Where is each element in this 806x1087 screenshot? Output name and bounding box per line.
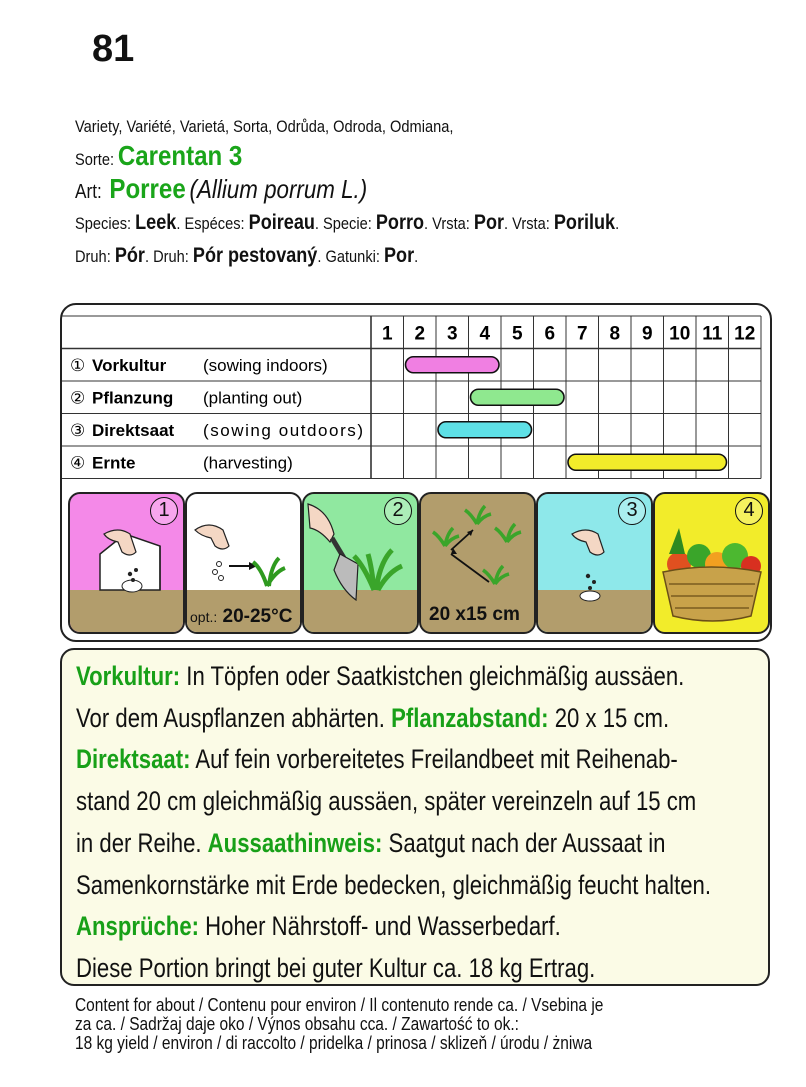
calendar-row bbox=[70, 388, 564, 407]
step-tile-sowing-outdoors bbox=[536, 492, 653, 634]
row-name: Ernte bbox=[92, 453, 136, 473]
footer-line: za ca. / Sadržaj daje oko / Výnos obsahu cca. / Zawartość to ok.: bbox=[75, 1014, 519, 1034]
calendar-grid bbox=[62, 305, 770, 490]
month-label: 2 bbox=[414, 323, 426, 345]
month-label: 7 bbox=[576, 323, 588, 345]
art-label: Art: bbox=[75, 181, 102, 203]
aussaathinweis-label: Aussaathinweis: bbox=[207, 827, 383, 858]
temperature-value: 20-25°C bbox=[222, 606, 293, 627]
art-latin: (Allium porrum L.) bbox=[189, 174, 368, 204]
month-label: 8 bbox=[609, 323, 621, 345]
sowing-calendar-panel bbox=[60, 303, 772, 642]
pflanzabstand-text: 20 x 15 cm. bbox=[548, 702, 670, 733]
season-bar bbox=[406, 357, 500, 373]
row-name: Vorkultur bbox=[92, 355, 167, 375]
month-label: 10 bbox=[669, 323, 691, 345]
calendar-row bbox=[70, 453, 727, 472]
step-tile-germination-temperature bbox=[185, 492, 302, 634]
row-name: Direktsaat bbox=[92, 420, 175, 440]
species-label: Species: bbox=[75, 214, 132, 233]
instruction-text: in der Reihe. bbox=[76, 827, 208, 858]
month-label: 9 bbox=[641, 323, 653, 345]
row-description: (sowing indoors) bbox=[203, 355, 328, 375]
ansprueche-label: Ansprüche: bbox=[76, 911, 200, 942]
vorkultur-text: In Töpfen oder Saatkistchen gleichmäßig aussäen. bbox=[180, 661, 685, 691]
species-label: Specie: bbox=[323, 214, 372, 233]
month-label: 5 bbox=[511, 323, 523, 345]
step-number-badge: 1 bbox=[150, 497, 178, 525]
species-label: Gatunki: bbox=[325, 247, 380, 266]
spacing-caption: 20 x15 cm bbox=[429, 604, 520, 625]
row-description: (planting out) bbox=[203, 388, 303, 408]
species-value: Pór pestovaný bbox=[192, 244, 318, 267]
species-value: Leek bbox=[135, 211, 177, 234]
calendar-row bbox=[70, 356, 499, 375]
row-name: Pflanzung bbox=[92, 388, 174, 408]
step-tile-planting-out bbox=[302, 492, 419, 634]
row-number: ① bbox=[70, 355, 86, 375]
row-number: ④ bbox=[70, 453, 86, 473]
step-tile-sowing-indoors bbox=[68, 492, 185, 634]
month-label: 4 bbox=[479, 323, 491, 345]
pflanzabstand-label: Pflanzabstand: bbox=[391, 702, 549, 733]
season-bar bbox=[471, 389, 565, 405]
vorkultur-label: Vorkultur: bbox=[76, 661, 181, 691]
species-value: Poriluk bbox=[553, 211, 616, 234]
species-label: Druh: bbox=[75, 247, 111, 266]
species-value: Por bbox=[473, 211, 505, 234]
instruction-text: Samenkornstärke mit Erde bedecken, gleichmäßig feucht halten. bbox=[76, 869, 712, 900]
yield-text: Diese Portion bringt bei guter Kultur ca. 18 kg Ertrag. bbox=[76, 952, 596, 983]
footer-line: 18 kg yield / environ / di raccolto / pridelka / prinosa / sklizeň / úrodu / żniwa bbox=[75, 1033, 593, 1053]
instruction-text: Vor dem Auspflanzen abhärten. bbox=[76, 702, 392, 733]
species-value: Porro bbox=[375, 211, 425, 234]
month-label: 1 bbox=[381, 323, 393, 345]
row-number: ③ bbox=[70, 420, 86, 440]
temperature-caption bbox=[190, 606, 292, 628]
direktsaat-label: Direktsaat: bbox=[76, 744, 191, 775]
species-label: Druh: bbox=[153, 247, 189, 266]
instruction-text: stand 20 cm gleichmäßig aussäen, später vereinzeln auf 15 cm bbox=[76, 786, 697, 817]
step-tile-plant-spacing bbox=[419, 492, 536, 634]
step-number-badge: 2 bbox=[384, 497, 412, 525]
art-value: Porree bbox=[109, 173, 186, 204]
sorte-value: Carentan 3 bbox=[117, 140, 243, 171]
step-tile-harvesting bbox=[653, 492, 770, 634]
sorte-label: Sorte: bbox=[75, 150, 115, 169]
step-number-badge: 3 bbox=[618, 497, 646, 525]
row-description: (harvesting) bbox=[203, 453, 293, 473]
species-value: Por bbox=[384, 244, 415, 267]
month-label: 11 bbox=[702, 323, 723, 345]
footer-line: Content for about / Contenu pour environ / Il contenuto rende ca. / Vsebina je bbox=[75, 995, 604, 1015]
variety-line: Variety, Variété, Varietá, Sorta, Odrůda, Odroda, Odmiana, bbox=[75, 117, 454, 136]
cultivation-instructions bbox=[60, 648, 770, 986]
footer-yield-note bbox=[75, 996, 689, 1053]
ansprueche-text: Hoher Nährstoff- und Wasserbedarf. bbox=[199, 911, 561, 942]
row-number: ② bbox=[70, 388, 86, 408]
species-label: Espéces: bbox=[184, 214, 245, 233]
opt-label: opt.: bbox=[190, 609, 218, 625]
season-bar bbox=[568, 454, 727, 470]
month-label: 3 bbox=[446, 323, 458, 345]
species-label: Vrsta: bbox=[512, 214, 550, 233]
month-label: 6 bbox=[544, 323, 556, 345]
species-value: Pór bbox=[114, 244, 145, 267]
species-value: Poireau bbox=[248, 211, 315, 234]
step-number-badge: 4 bbox=[735, 497, 763, 525]
month-label: 12 bbox=[734, 323, 756, 345]
species-label: Vrsta: bbox=[432, 214, 470, 233]
aussaathinweis-text: Saatgut nach der Aussaat in bbox=[382, 827, 666, 858]
page-number: 81 bbox=[92, 28, 135, 70]
season-bar bbox=[438, 422, 532, 438]
calendar-row bbox=[70, 421, 532, 440]
direktsaat-text: Auf fein vorbereitetes Freilandbeet mit Reihenab- bbox=[190, 744, 678, 775]
row-description: (sowing outdoors) bbox=[203, 420, 363, 440]
